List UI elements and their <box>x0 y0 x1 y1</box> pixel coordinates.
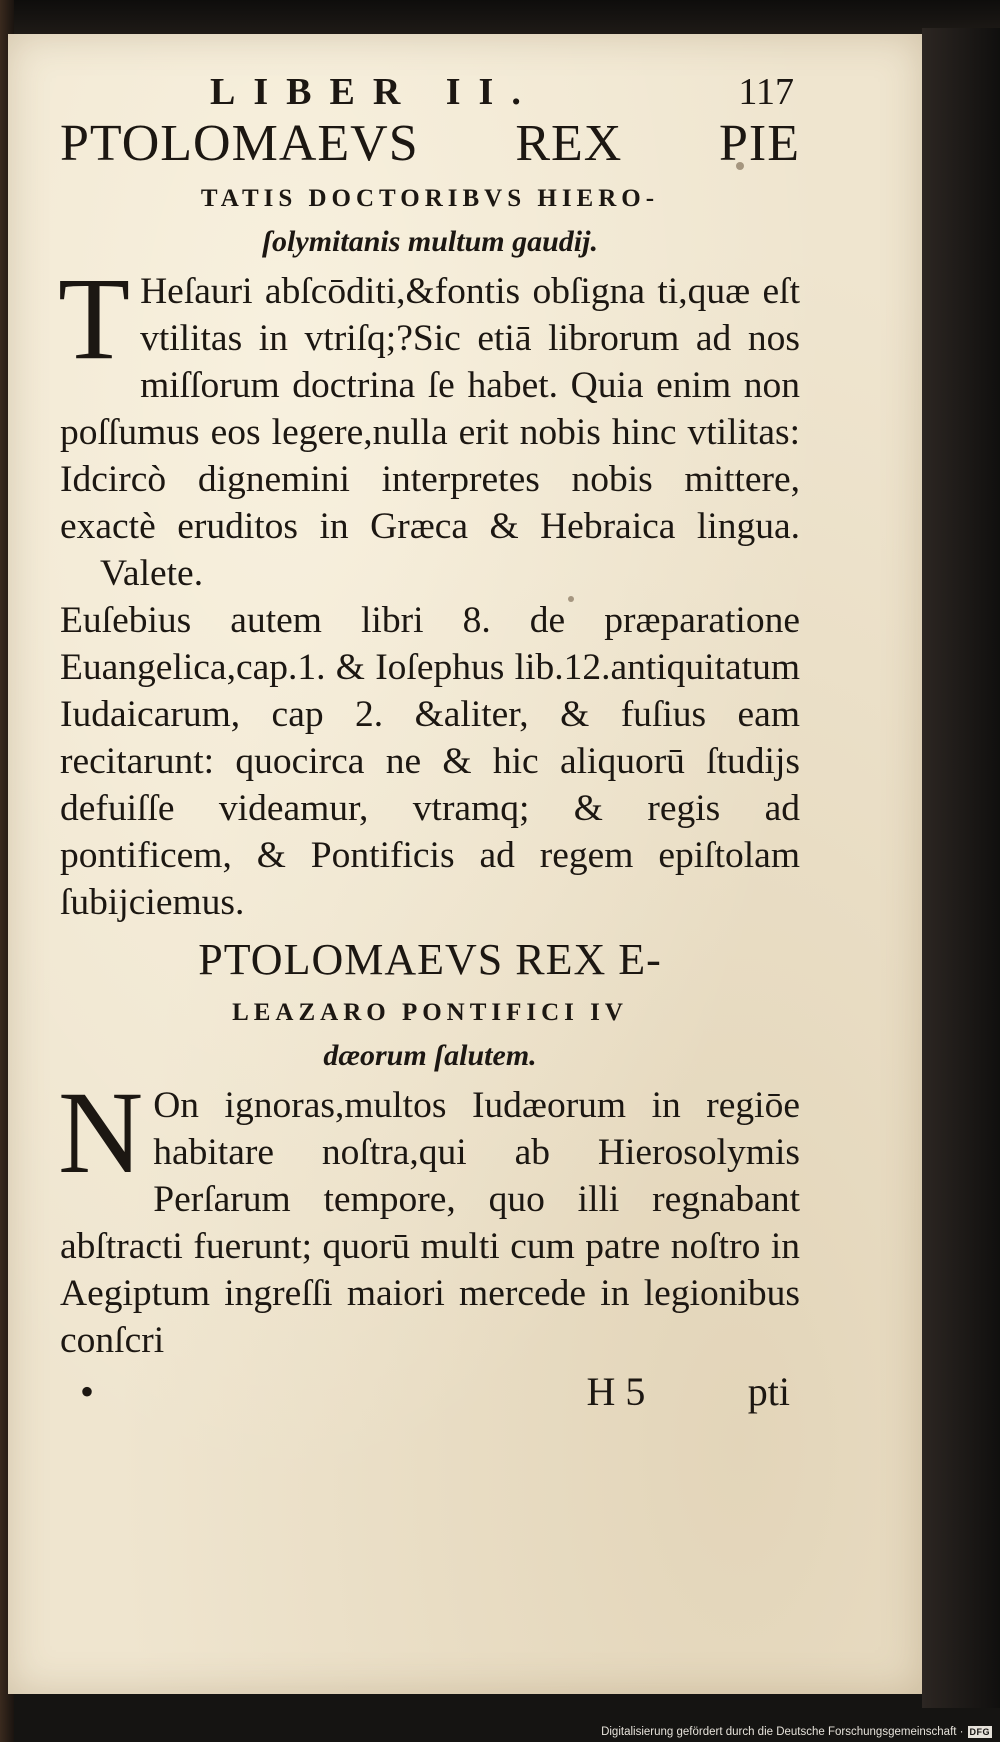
section-title: PTOLOMAEVS REX PIE <box>60 115 800 172</box>
dfg-logo: DFG <box>969 1727 990 1737</box>
letter-text: Heſauri abſcōditi,&fontis obſigna ti,quæ eſt vtilitas in vtriſq;?Sic etiā librorum ad nos miſſorum doctrina ſe habet. Quia enim non poſſumus eos legere,nulla erit nobis hinc vtilitas: Idcircò dignemini interpretes nobis mittere, exactè eruditos in Græca & Hebraica lingua. <box>60 271 800 547</box>
text-block <box>60 70 800 1415</box>
page-header <box>60 70 800 116</box>
commentary-paragraph: Euſebius autem libri 8. de præparatione Euangelica,cap.1. & Ioſephus lib.12.antiquitatum Iudaicarum, cap 2. &aliter, & fuſius eam recitarunt: quocirca ne & hic aliquorū ſtudijs defuiſſe videamur, vtramq; & regis ad pontificem, & Pontificis ad regem epiſtolam ſubijciemus. <box>60 600 800 923</box>
book-binding <box>922 28 1000 1708</box>
signature-mark: H 5 <box>586 1369 646 1414</box>
footer-credit: Digitalisierung gefördert durch die Deutsche Forschungsgemeinschaft · <box>601 1726 964 1738</box>
second-letter-subtitle-italic: dæorum ſalutem. <box>323 1039 537 1072</box>
second-letter-subtitle: LEAZARO PONTIFICI IV <box>232 999 628 1026</box>
drop-cap: T <box>58 253 131 384</box>
catchline-mark: • <box>80 1369 95 1414</box>
catchword: pti <box>747 1369 790 1414</box>
running-head: LIBER II. <box>210 71 539 113</box>
drop-cap: N <box>58 1067 144 1198</box>
top-dark-edge <box>0 0 1000 34</box>
second-letter-title: PTOLOMAEVS REX E- <box>198 935 662 984</box>
second-letter-text: On ignoras,multos Iudæorum in regiōe habitare noſtra,qui ab Hierosolymis Perſarum tempore, quo illi regnabant abſtracti fuerunt; quorū multi cum patre noſtro in Aegiptum ingreſſi maiori mercede in legionibus conſcri <box>60 1085 800 1361</box>
second-letter-paragraph <box>58 1067 800 1364</box>
valete-text: Valete. <box>100 553 204 594</box>
section-subtitle-italic: ſolymitanis multum gaudij. <box>262 225 598 258</box>
section-subtitle: TATIS DOCTORIBVS HIERO- <box>200 185 660 212</box>
catchline <box>60 1368 800 1415</box>
digitization-footer <box>601 1726 992 1738</box>
letter-paragraph <box>58 253 800 597</box>
page-number: 117 <box>738 71 794 113</box>
